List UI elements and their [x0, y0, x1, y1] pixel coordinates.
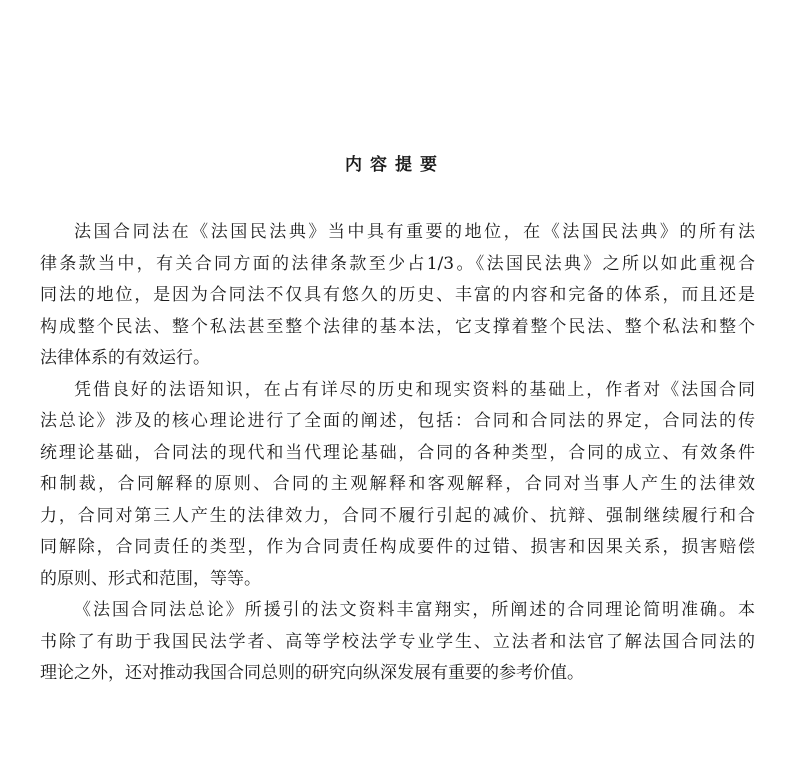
page-title: 内容提要	[345, 155, 445, 175]
text-line: 同解除，合同责任的类型，作为合同责任构成要件的过错、损害和因果关系，损害赔偿	[40, 537, 755, 557]
text-line: 凭借良好的法语知识，在占有详尽的历史和现实资料的基础上，作者对《法国合同	[74, 379, 755, 400]
paragraph-3	[40, 595, 755, 690]
text-line: 法国合同法在《法国民法典》当中具有重要的地位，在《法国民法典》的所有法	[74, 222, 755, 242]
text-line: 和制裁，合同解释的原则、合同的主观解释和客观解释，合同对当事人产生的法律效	[40, 474, 755, 494]
summary-body	[40, 217, 755, 690]
text-line: 理论之外，还对推动我国合同总则的研究向纵深发展有重要的参考价值。	[40, 663, 584, 683]
text-line: 法律体系的有效运行。	[40, 348, 210, 368]
text-line: 律条款当中，有关合同方面的法律条款至少占1/3。《法国民法典》之所以如此重视合	[40, 253, 755, 274]
text-line: 《法国合同法总论》所援引的法文资料丰富翔实，所阐述的合同理论简明准确。本	[74, 600, 755, 620]
text-line: 同法的地位，是因为合同法不仅具有悠久的历史、丰富的内容和完备的体系，而且还是	[40, 285, 755, 305]
text-line: 法总论》涉及的核心理论进行了全面的阐述，包括：合同和合同法的界定，合同法的传	[40, 411, 755, 431]
paragraph-1	[40, 217, 755, 375]
text-line: 力，合同对第三人产生的法律效力，合同不履行引起的减价、抗辩、强制继续履行和合	[40, 505, 755, 526]
text-line: 统理论基础，合同法的现代和当代理论基础，合同的各种类型，合同的成立、有效条件	[40, 442, 755, 463]
text-line: 的原则、形式和范围，等等。	[40, 568, 261, 589]
text-line: 书除了有助于我国民法学者、高等学校法学专业学生、立法者和法官了解法国合同法的	[40, 631, 755, 652]
text-line: 构成整个民法、整个私法甚至整个法律的基本法，它支撑着整个民法、整个私法和整个	[40, 316, 755, 337]
paragraph-2	[40, 375, 755, 596]
